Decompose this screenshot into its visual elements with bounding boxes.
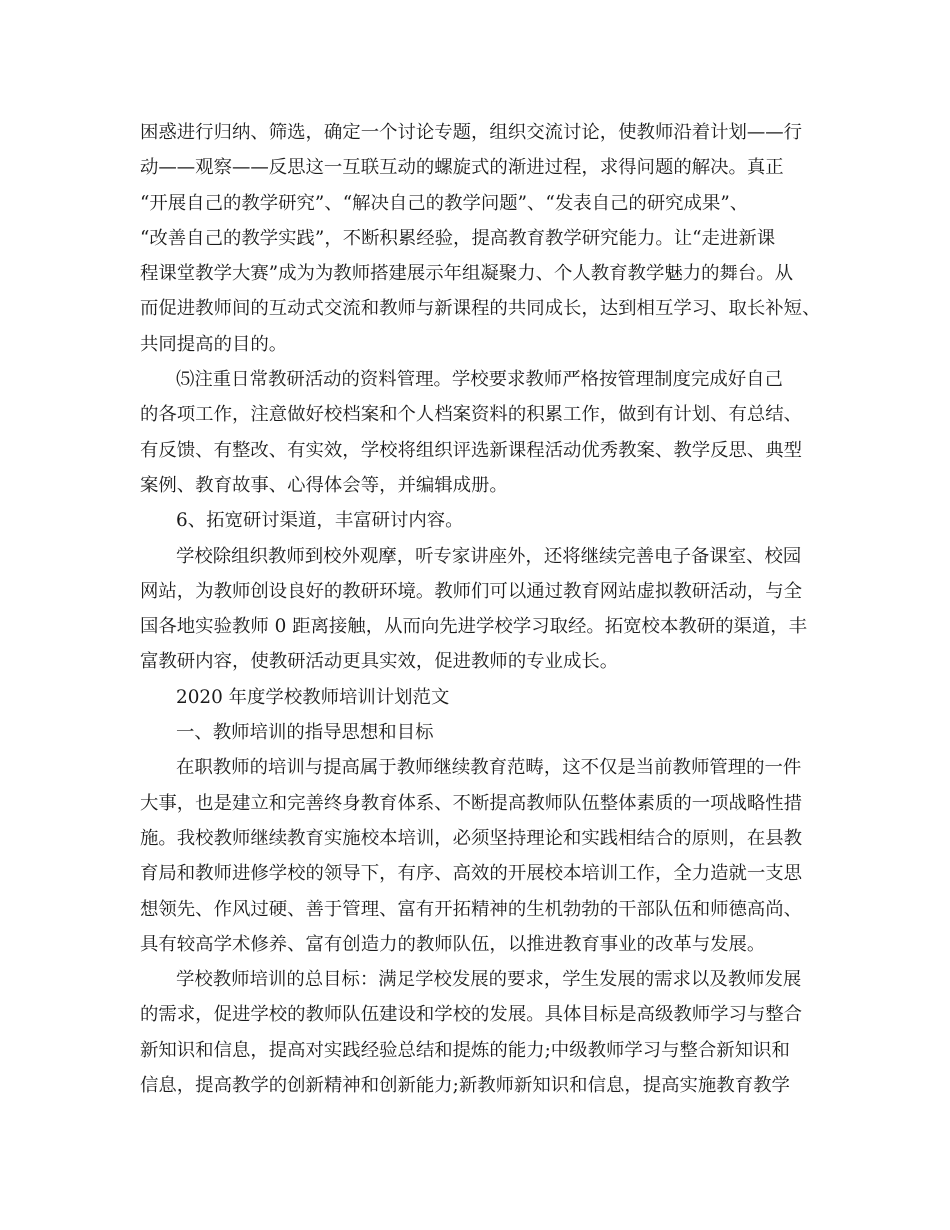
text-line: 的各项工作，注意做好校档案和个人档案资料的积累工作，做到有计划、有总结、 <box>140 404 803 426</box>
text-line: 具有较高学术修养、富有创造力的教师队伍，以推进教育事业的改革与发展。 <box>140 933 766 955</box>
text-line: 想领先、作风过硬、善于管理、富有开拓精神的生机勃勃的干部队伍和师德高尚、 <box>140 898 803 920</box>
text-line: 案例、教育故事、心得体会等，并编辑成册。 <box>140 474 508 496</box>
text-line: 网站，为教师创设良好的教研环境。教师们可以通过教育网站虚拟教研活动，与全 <box>140 580 803 602</box>
text-line: 困惑进行归纳、筛选，确定一个讨论专题，组织交流讨论，使教师沿着计划——行 <box>140 122 803 143</box>
text-line: ⑸注重日常教研活动的资料管理。学校要求教师严格按管理制度完成好自己 <box>176 369 783 391</box>
text-line: 学校教师培训的总目标：满足学校发展的要求，学生发展的需求以及教师发展 <box>176 969 802 991</box>
text-line: 育局和教师进修学校的领导下，有序、高效的开展校本培训工作，全力造就一支思 <box>140 863 803 885</box>
text-line: “开展自己的教学研究”、“解决自己的教学问题”、“发表自己的研究成果”、 <box>140 192 749 214</box>
text-line: 国各地实验教师 0 距离接触，从而向先进学校学习取经。拓宽校本教研的渠道，丰 <box>140 616 808 638</box>
text-line: 信息，提高教学的创新精神和创新能力;新教师新知识和信息，提高实施教育教学 <box>140 1075 790 1097</box>
text-line: 共同提高的目的。 <box>140 333 288 355</box>
text-line: 有反馈、有整改、有实效，学校将组织评选新课程活动优秀教案、教学反思、典型 <box>140 439 803 461</box>
text-line: 一、教师培训的指导思想和目标 <box>176 722 434 744</box>
text-line: 程课堂教学大赛”成为为教师搭建展示年组凝聚力、个人教育教学魅力的舞台。从 <box>140 263 794 285</box>
text-line: 6、拓宽研讨渠道，丰富研讨内容。 <box>176 510 464 532</box>
text-line: 富教研内容，使教研活动更具实效，促进教师的专业成长。 <box>140 651 619 673</box>
text-line: 大事，也是建立和完善终身教育体系、不断提高教师队伍整体素质的一项战略性措 <box>140 792 803 814</box>
text-line: 新知识和信息，提高对实践经验总结和提炼的能力;中级教师学习与整合新知识和 <box>140 1039 790 1061</box>
text-line: 学校除组织教师到校外观摩，听专家讲座外，还将继续完善电子备课室、校园 <box>176 545 802 567</box>
document-body <box>140 115 830 1103</box>
text-line: 施。我校教师继续教育实施校本培训，必须坚持理论和实践相结合的原则，在县教 <box>140 827 803 849</box>
text-line: “改善自己的教学实践”，不断积累经验，提高教育教学研究能力。让“走进新课 <box>140 227 776 249</box>
text-line: 而促进教师间的互动式交流和教师与新课程的共同成长，达到相互学习、取长补短、 <box>140 298 821 320</box>
text-line: 的需求，促进学校的教师队伍建设和学校的发展。具体目标是高级教师学习与整合 <box>140 1004 803 1026</box>
text-line: 2020 年度学校教师培训计划范文 <box>176 686 450 708</box>
text-line: 在职教师的培训与提高属于教师继续教育范畴，这不仅是当前教师管理的一件 <box>176 757 802 779</box>
text-line: 动——观察——反思这一互联互动的螺旋式的渐进过程，求得问题的解决。真正 <box>140 157 784 179</box>
